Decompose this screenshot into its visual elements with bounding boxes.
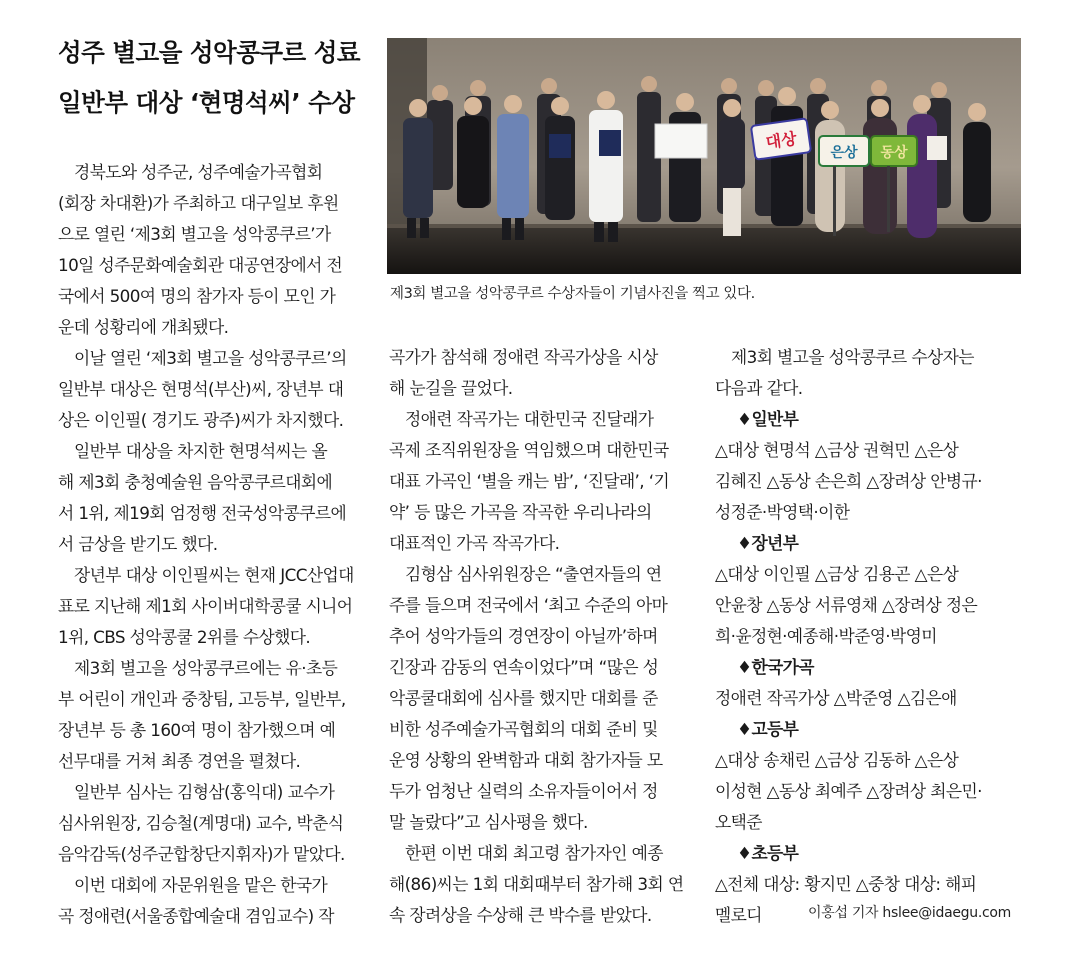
headline-line-1: 성주 별고을 성악콩쿠르 성료 bbox=[58, 38, 361, 67]
text-line: 이번 대회에 자문위원을 맡은 한국가 bbox=[74, 875, 328, 895]
text-line: 곡 정애련(서울종합예술대 겸임교수) 작 bbox=[58, 906, 334, 926]
text-line: 약’ 등 많은 가곡을 작곡한 우리나라의 bbox=[389, 502, 652, 522]
text-line: 정애련 작곡가는 대한민국 진달래가 bbox=[405, 409, 654, 429]
text-line: 심사위원장, 김승철(계명대) 교수, 박춘식 bbox=[58, 813, 344, 833]
text-line: 부 어린이 개인과 중창팀, 고등부, 일반부, bbox=[58, 689, 346, 709]
text-line: 일반부 심사는 김형삼(홍익대) 교수가 bbox=[74, 782, 335, 802]
text-line: 일반부 대상을 차지한 현명석씨는 올 bbox=[74, 441, 328, 461]
text-line: 다음과 같다. bbox=[715, 378, 803, 398]
section-heading: ♦초등부 bbox=[737, 843, 799, 863]
text-line: 긴장과 감동의 연속이었다”며 “많은 성 bbox=[389, 657, 659, 677]
text-line: 김혜진 △동상 손은희 △장려상 안병규· bbox=[715, 471, 982, 491]
text-line: 제3회 별고을 성악콩쿠르 수상자는 bbox=[731, 347, 974, 367]
text-line: △대상 송채린 △금상 김동하 △은상 bbox=[715, 750, 959, 770]
text-line: 장년부 등 총 160여 명이 참가했으며 예 bbox=[58, 720, 336, 740]
text-line: 이날 열린 ‘제3회 별고을 성악콩쿠르’의 bbox=[74, 348, 347, 368]
text-line: 오택준 bbox=[715, 812, 762, 832]
text-line: 안윤창 △동상 서류영채 △장려상 정은 bbox=[715, 595, 978, 615]
text-line: 선무대를 거쳐 최종 경연을 펼쳤다. bbox=[58, 751, 301, 771]
article-column-3 bbox=[715, 342, 1025, 931]
text-line: 해 눈길을 끌었다. bbox=[389, 378, 513, 398]
text-line: 일반부 대상은 현명석(부산)씨, 장년부 대 bbox=[58, 379, 344, 399]
photo-caption: 제3회 별고을 성악콩쿠르 수상자들이 기념사진을 찍고 있다. bbox=[390, 286, 755, 302]
text-line: 경북도와 성주군, 성주예술가곡협회 bbox=[74, 162, 323, 182]
reporter-byline: 이홍섭 기자 hslee@idaegu.com bbox=[808, 905, 1011, 921]
article-column-1 bbox=[58, 157, 378, 932]
article-headline bbox=[58, 28, 378, 128]
text-line: 김형삼 심사위원장은 “출연자들의 연 bbox=[405, 564, 662, 584]
text-line: 두가 엄청난 실력의 소유자들이어서 정 bbox=[389, 781, 658, 801]
text-line: 해(86)씨는 1회 대회때부터 참가해 3회 연 bbox=[389, 874, 684, 894]
text-line: 추어 성악가들의 경연장이 아닐까’하며 bbox=[389, 626, 658, 646]
text-line: 운영 상황의 완벽함과 대회 참가자들 모 bbox=[389, 750, 663, 770]
svg-text:은상: 은상 bbox=[830, 145, 858, 161]
text-line: △대상 이인필 △금상 김용곤 △은상 bbox=[715, 564, 959, 584]
sign-eunsang bbox=[819, 136, 869, 166]
text-line: △전체 대상: 황지민 △중창 대상: 해피 bbox=[715, 874, 977, 894]
text-line: 멜로디 bbox=[715, 905, 762, 925]
text-line: 악콩쿨대회에 심사를 했지만 대회를 준 bbox=[389, 688, 658, 708]
text-line: 이성현 △동상 최예주 △장려상 최은민· bbox=[715, 781, 982, 801]
text-line: △대상 현명석 △금상 권혁민 △은상 bbox=[715, 440, 959, 460]
svg-text:동상: 동상 bbox=[880, 145, 908, 161]
text-line: 서 1위, 제19회 엄정행 전국성악콩쿠르에 bbox=[58, 503, 347, 523]
text-line: 상은 이인필( 경기도 광주)씨가 차지했다. bbox=[58, 410, 344, 430]
text-line: 성정준·박영택·이한 bbox=[715, 502, 850, 522]
text-line: 운데 성황리에 개최됐다. bbox=[58, 317, 229, 337]
text-line: 비한 성주예술가곡협회의 대회 준비 및 bbox=[389, 719, 658, 739]
text-line: 음악감독(성주군합창단지휘자)가 맡았다. bbox=[58, 844, 345, 864]
section-heading: ♦한국가곡 bbox=[737, 657, 814, 677]
photo-illustration bbox=[387, 38, 1021, 274]
article-column-2 bbox=[389, 342, 699, 931]
text-line: (회장 차대환)가 주최하고 대구일보 후원 bbox=[58, 193, 339, 213]
text-line: 장년부 대상 이인필씨는 현재 JCC산업대 bbox=[74, 565, 354, 585]
sign-dongsang bbox=[871, 136, 917, 166]
section-heading: ♦고등부 bbox=[737, 719, 799, 739]
text-line: 말 놀랐다”고 심사평을 했다. bbox=[389, 812, 588, 832]
text-line: 표로 지난해 제1회 사이버대학콩쿨 시니어 bbox=[58, 596, 353, 616]
text-line: 으로 열린 ‘제3회 별고을 성악콩쿠르’가 bbox=[58, 224, 331, 244]
text-line: 10일 성주문화예술회관 대공연장에서 전 bbox=[58, 255, 343, 275]
text-line: 대표적인 가곡 작곡가다. bbox=[389, 533, 560, 553]
text-line: 곡제 조직위원장을 역임했으며 대한민국 bbox=[389, 440, 669, 460]
headline-line-2: 일반부 대상 ‘현명석씨’ 수상 bbox=[58, 88, 355, 117]
svg-text:대상: 대상 bbox=[764, 128, 798, 153]
section-heading: ♦일반부 bbox=[737, 409, 799, 429]
text-line: 서 금상을 받기도 했다. bbox=[58, 534, 218, 554]
text-line: 곡가가 참석해 정애련 작곡가상을 시상 bbox=[389, 347, 658, 367]
text-line: 속 장려상을 수상해 큰 박수를 받았다. bbox=[389, 905, 652, 925]
text-line: 정애련 작곡가상 △박준영 △김은애 bbox=[715, 688, 957, 708]
text-line: 한편 이번 대회 최고령 참가자인 예종 bbox=[405, 843, 663, 863]
text-line: 제3회 별고을 성악콩쿠르에는 유·초등 bbox=[74, 658, 338, 678]
text-line: 해 제3회 충청예술원 음악콩쿠르대회에 bbox=[58, 472, 333, 492]
sign-daesang bbox=[751, 118, 811, 159]
text-line: 희·윤정현·예종해·박준영·박영미 bbox=[715, 626, 937, 646]
text-line: 대표 가곡인 ‘별을 캐는 밤’, ‘진달래’, ‘기 bbox=[389, 471, 670, 491]
text-line: 국에서 500여 명의 참가자 등이 모인 가 bbox=[58, 286, 336, 306]
award-group-photo bbox=[387, 38, 1021, 274]
text-line: 1위, CBS 성악콩쿨 2위를 수상했다. bbox=[58, 627, 311, 647]
section-heading: ♦장년부 bbox=[737, 533, 799, 553]
text-line: 주를 들으며 전국에서 ‘최고 수준의 아마 bbox=[389, 595, 668, 615]
